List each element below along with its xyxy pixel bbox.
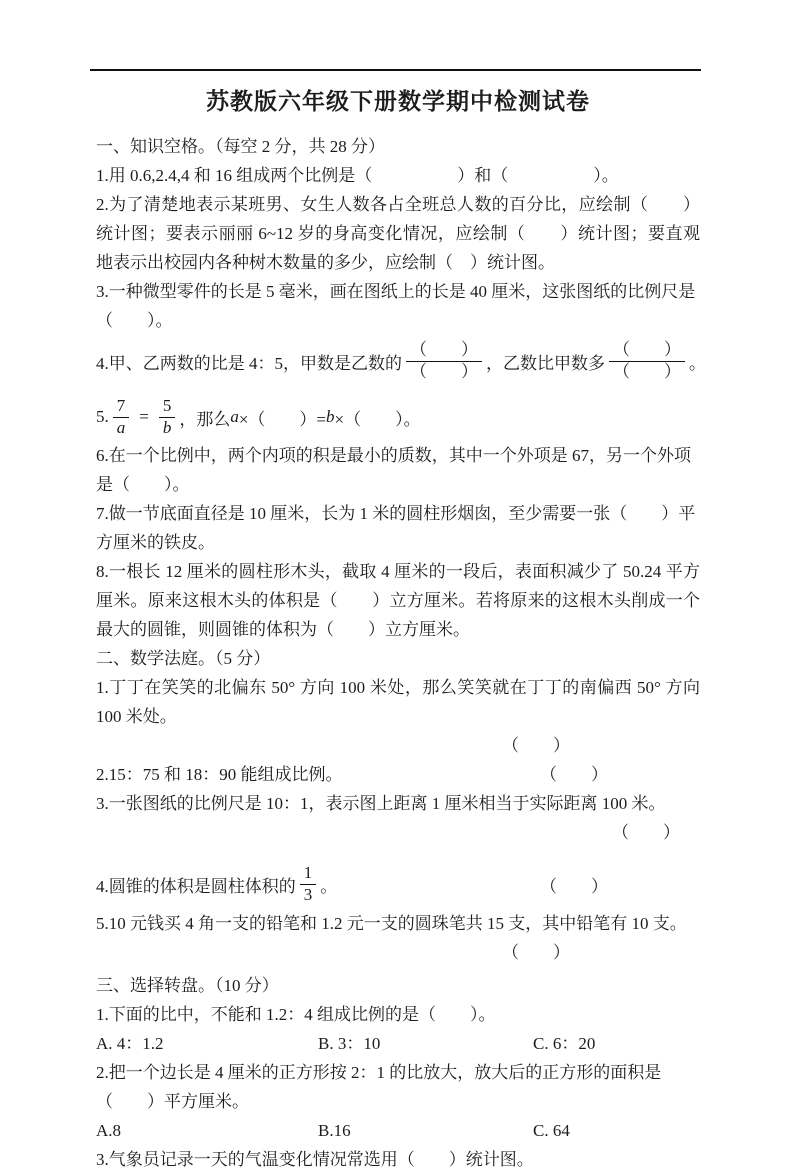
s2-q4-text-pre: 4.圆锥的体积是圆柱体积的 <box>96 876 296 896</box>
s2-question-1: 1.丁丁在笑笑的北偏东 50° 方向 100 米处，那么笑笑就在丁丁的南偏西 50° 方向 100 米处。 <box>96 678 700 726</box>
exam-paper <box>96 84 706 1174</box>
section-3-heading: 三、选择转盘。（10 分） <box>96 976 279 995</box>
judgment-blank: （ ） <box>540 765 608 784</box>
judgment-blank: （ ） <box>540 876 608 896</box>
blank-fraction <box>609 340 685 382</box>
s2-question-4 <box>96 859 700 909</box>
blank-fraction <box>406 340 482 382</box>
s1-question-5 <box>96 393 700 441</box>
fraction-numerator: 5 <box>159 396 176 417</box>
fraction-numerator: 1 <box>300 863 317 884</box>
option-c: C. 6：20 <box>533 1034 596 1053</box>
s1-question-6: 6.在一个比例中，两个内项的积是最小的质数，其中一个外项是 67，另一个外项是（ ）。 <box>96 446 691 494</box>
s2-question-5: 5.10 元钱买 4 角一支的铅笔和 1.2 元一支的圆珠笔共 15 支，其中铅笔有 10 支。 <box>96 914 687 933</box>
s3-q2-options <box>96 1116 700 1145</box>
fraction-one-third <box>300 863 317 905</box>
s1-question-7: 7.做一节底面直径是 10 厘米，长为 1 米的圆柱形烟囱，至少需要一张（ ）平方厘米的铁皮。 <box>96 504 696 552</box>
s1-q4-text-mid: ，乙数比甲数多 <box>486 353 605 373</box>
fraction-denominator: b <box>162 417 172 437</box>
s3-question-3: 3.气象员记录一天的气温变化情况常选用（ ）统计图。 <box>96 1150 534 1169</box>
fraction-5-over-b <box>159 396 176 438</box>
s2-question-2 <box>96 760 700 789</box>
fraction-denominator-blank: （ ） <box>613 361 681 381</box>
s1-q4-text-pre: 4.甲、乙两数的比是 4：5，甲数是乙数的 <box>96 353 402 373</box>
s2-q2-text: 2.15：75 和 18：90 能组成比例。 <box>96 765 343 784</box>
s1-question-2: 2.为了清楚地表示某班男、女生人数各占全班总人数的百分比，应绘制（ ）统计图；要表示丽丽 6~12 岁的身高变化情况，应绘制（ ）统计图；要直观地表示出校园内各种树木数量的多少，应绘制（ ）统计图。 <box>96 195 700 272</box>
fraction-denominator: a <box>116 417 126 437</box>
fraction-numerator-blank: （ ） <box>406 340 482 361</box>
header-rule <box>90 69 701 71</box>
option-a: A. 4：1.2 <box>96 1034 164 1053</box>
judgment-blank: （ ） <box>502 943 570 962</box>
s1-q4-text-end: 。 <box>689 353 706 373</box>
section-2-heading: 二、数学法庭。（5 分） <box>96 649 271 668</box>
option-c: C. 64 <box>533 1121 570 1140</box>
page-title: 苏教版六年级下册数学期中检测试卷 <box>206 89 590 114</box>
judgment-blank: （ ） <box>502 736 570 755</box>
s3-question-2: 2.把一个边长是 4 厘米的正方形按 2：1 的比放大，放大后的正方形的面积是（ ）平方厘米。 <box>96 1063 662 1111</box>
s1-question-3: 3.一种微型零件的长是 5 毫米，画在图纸上的长是 40 厘米，这张图纸的比例尺是（ ）。 <box>96 282 696 330</box>
s1-q5-text: ×（ ）。 <box>334 409 421 429</box>
s2-q4-text <box>96 863 337 905</box>
s2-question-3: 3.一张图纸的比例尺是 10：1，表示图上距离 1 厘米相当于实际距离 100 米。 <box>96 794 666 813</box>
s1-question-4 <box>96 337 706 385</box>
equals-sign: = <box>139 407 149 426</box>
s3-question-1: 1.下面的比中，不能和 1.2：4 组成比例的是（ ）。 <box>96 1005 496 1024</box>
s1-q5-text: ，那么 <box>179 409 231 429</box>
option-b: B.16 <box>318 1121 351 1140</box>
s1-q5-text: ×（ ）= <box>238 409 327 429</box>
s1-question-1: 1.用 0.6,2.4,4 和 16 组成两个比例是（ ）和（ ）。 <box>96 166 619 185</box>
fraction-7-over-a <box>113 396 130 438</box>
s1-q5-number: 5. <box>96 407 109 426</box>
fraction-numerator: 7 <box>113 396 130 417</box>
s3-q1-options <box>96 1029 700 1058</box>
fraction-denominator-blank: （ ） <box>410 361 478 381</box>
judgment-blank: （ ） <box>612 823 680 842</box>
variable-a: a <box>230 407 239 426</box>
variable-b: b <box>326 407 335 426</box>
s2-q4-text-end: 。 <box>320 876 338 896</box>
option-a: A.8 <box>96 1121 122 1140</box>
section-1-heading: 一、知识空格。（每空 2 分，共 28 分） <box>96 137 385 156</box>
s1-question-8: 8.一根长 12 厘米的圆柱形木头，截取 4 厘米的一段后，表面积减少了 50.24 平方厘米。原来这根木头的体积是（ ）立方厘米。若将原来的这根木头削成一个最大的圆锥，则圆锥的体积为（ ）立方厘米。 <box>96 562 700 639</box>
fraction-denominator: 3 <box>303 884 313 904</box>
option-b: B. 3：10 <box>318 1034 381 1053</box>
fraction-numerator-blank: （ ） <box>609 340 685 361</box>
